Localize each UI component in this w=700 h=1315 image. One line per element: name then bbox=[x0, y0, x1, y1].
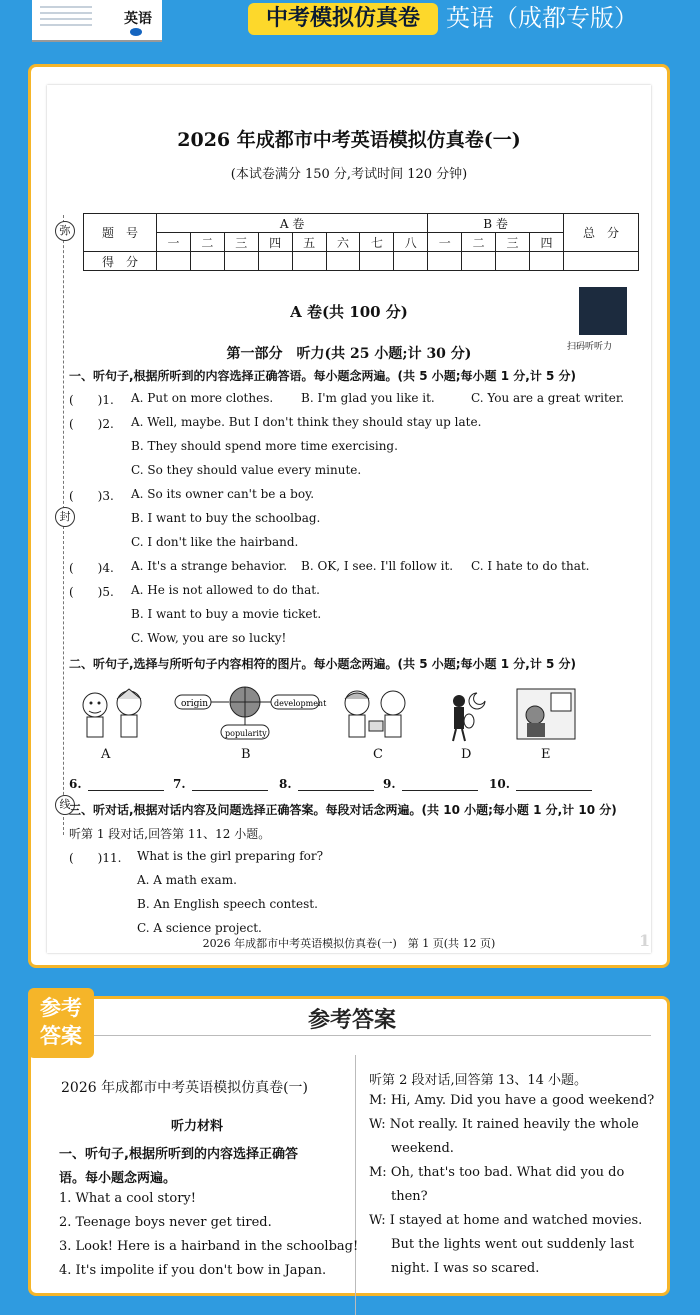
picture-label: C bbox=[373, 747, 383, 762]
a-col: 六 bbox=[326, 233, 360, 252]
question-number: ( )3. bbox=[69, 489, 114, 503]
transcript-line: W: I stayed at home and watched movies. bbox=[369, 1213, 643, 1228]
picture-b-word: popularity bbox=[225, 729, 267, 738]
a-col: 三 bbox=[224, 233, 258, 252]
question-number: ( )1. bbox=[69, 393, 114, 407]
part1-heading: 第一部分 听力(共 25 小题;计 30 分) bbox=[226, 346, 472, 362]
transcript-line: then? bbox=[391, 1189, 428, 1204]
column-divider bbox=[355, 1055, 356, 1315]
seal-mark: 线 bbox=[55, 795, 75, 815]
answer-key-frame bbox=[28, 996, 670, 1296]
question-number: ( )2. bbox=[69, 417, 114, 431]
option: A. A math exam. bbox=[137, 873, 237, 887]
picture-label: D bbox=[461, 747, 472, 762]
a-col: 七 bbox=[360, 233, 394, 252]
picture-b-word: development bbox=[274, 699, 327, 708]
b-col: 二 bbox=[462, 233, 496, 252]
score-cell bbox=[394, 252, 428, 271]
transcript-item: 4. It's impolite if you don't bow in Japan. bbox=[59, 1263, 327, 1278]
group-b-header: B 卷 bbox=[428, 214, 564, 233]
transcript-item: 3. Look! Here is a hairband in the schoolbag! bbox=[59, 1239, 359, 1254]
group-a-header: A 卷 bbox=[157, 214, 428, 233]
qr-code-icon[interactable] bbox=[579, 287, 627, 335]
score-cell bbox=[496, 252, 530, 271]
picture-label: B bbox=[241, 747, 251, 762]
edition-label: 英语（成都专版） bbox=[446, 4, 638, 32]
option: B. I want to buy the schoolbag. bbox=[131, 511, 321, 525]
score-cell bbox=[462, 252, 496, 271]
picture-label: E bbox=[541, 747, 551, 762]
answer-blank[interactable]: 9. bbox=[383, 777, 478, 791]
score-cell bbox=[292, 252, 326, 271]
page-footer: 2026 年成都市中考英语模拟仿真卷(一) 第 1 页(共 12 页) bbox=[202, 937, 496, 950]
option: C. So they should value every minute. bbox=[131, 463, 362, 477]
score-cell bbox=[428, 252, 462, 271]
transcript-line: W: Not really. It rained heavily the whole bbox=[369, 1117, 639, 1132]
option: B. OK, I see. I'll follow it. bbox=[301, 559, 454, 573]
option: A. Put on more clothes. bbox=[131, 391, 274, 405]
tag-line: 参考 bbox=[40, 996, 82, 1020]
answer-blank[interactable]: 7. bbox=[173, 777, 268, 791]
exam-page-frame bbox=[28, 64, 670, 968]
score-cell bbox=[157, 252, 191, 271]
transcript-line: M: Oh, that's too bad. What did you do bbox=[369, 1165, 625, 1180]
score-table bbox=[83, 213, 639, 271]
option: A. It's a strange behavior. bbox=[131, 559, 288, 573]
publisher-logo-icon bbox=[130, 28, 142, 36]
top-banner bbox=[0, 0, 700, 44]
option: A. He is not allowed to do that. bbox=[131, 583, 320, 597]
picture-d-night-guitar-icon bbox=[443, 687, 491, 743]
question-number: ( )5. bbox=[69, 585, 114, 599]
b-col: 三 bbox=[496, 233, 530, 252]
answer-exam-title: 2026 年成都市中考英语模拟仿真卷(一) bbox=[61, 1080, 309, 1096]
option: B. I'm glad you like it. bbox=[301, 391, 435, 405]
b-col: 四 bbox=[529, 233, 563, 252]
picture-label: A bbox=[101, 747, 111, 762]
option: C. Wow, you are so lucky! bbox=[131, 631, 287, 645]
option: B. They should spend more time exercising. bbox=[131, 439, 398, 453]
part-a-heading: A 卷(共 100 分) bbox=[290, 303, 408, 321]
section-heading: 三、听对话,根据对话内容及问题选择正确答案。每段对话念两遍。(共 10 小题;每小题 1 分,计 10 分) bbox=[69, 803, 617, 817]
seal-mark: 弥 bbox=[55, 221, 75, 241]
question-number: ( )4. bbox=[69, 561, 114, 575]
answer-section-heading: 语。每小题念两遍。 bbox=[59, 1171, 177, 1186]
transcript-line: But the lights went out suddenly last bbox=[391, 1237, 635, 1252]
section-subheading: 听第 1 段对话,回答第 11、12 小题。 bbox=[69, 827, 271, 841]
b-col: 一 bbox=[428, 233, 462, 252]
score-cell bbox=[258, 252, 292, 271]
transcript-line: 听第 2 段对话,回答第 13、14 小题。 bbox=[369, 1073, 588, 1088]
transcript-item: 1. What a cool story! bbox=[59, 1191, 196, 1206]
book-subject: 英语 bbox=[124, 11, 152, 27]
section-heading: 一、听句子,根据所听到的内容选择正确答语。每小题念两遍。(共 5 小题;每小题 1 分,计 5 分) bbox=[69, 369, 577, 383]
picture-b-word: origin bbox=[181, 699, 209, 709]
score-cell bbox=[564, 252, 639, 271]
seal-mark: 封 bbox=[55, 507, 75, 527]
total-header: 总 分 bbox=[564, 214, 639, 252]
option: C. A science project. bbox=[137, 921, 262, 935]
tag-line: 答案 bbox=[40, 1024, 82, 1048]
option: C. I don't like the hairband. bbox=[131, 535, 299, 549]
answer-section-heading: 一、听句子,根据所听到的内容选择正确答 bbox=[59, 1147, 298, 1162]
question-number: ( )11. bbox=[69, 851, 122, 865]
answer-blank[interactable]: 10. bbox=[489, 777, 592, 791]
option: A. Well, maybe. But I don't think they should stay up late. bbox=[131, 415, 482, 429]
score-cell bbox=[224, 252, 258, 271]
listening-material-heading: 听力材料 bbox=[171, 1119, 224, 1134]
picture-a-two-kids-icon bbox=[77, 687, 149, 743]
picture-c-two-boys-icon bbox=[341, 687, 413, 743]
reference-answer-tag bbox=[28, 988, 94, 1058]
page-number: 1 bbox=[639, 931, 651, 950]
row-label-score: 得 分 bbox=[84, 252, 157, 271]
score-cell bbox=[326, 252, 360, 271]
answer-blank[interactable]: 8. bbox=[279, 777, 374, 791]
option: A. So its owner can't be a boy. bbox=[131, 487, 315, 501]
option: B. I want to buy a movie ticket. bbox=[131, 607, 322, 621]
score-cell bbox=[529, 252, 563, 271]
option: B. An English speech contest. bbox=[137, 897, 318, 911]
question-stem: What is the girl preparing for? bbox=[137, 849, 324, 863]
score-cell bbox=[190, 252, 224, 271]
option: C. I hate to do that. bbox=[471, 559, 590, 573]
series-badge: 中考模拟仿真卷 bbox=[248, 3, 438, 35]
a-col: 二 bbox=[190, 233, 224, 252]
row-label-question: 题 号 bbox=[84, 214, 157, 252]
section-heading: 二、听句子,选择与所听句子内容相符的图片。每小题念两遍。(共 5 小题;每小题 1 分,计 5 分) bbox=[69, 657, 577, 671]
transcript-line: night. I was so scared. bbox=[391, 1261, 540, 1276]
transcript-item: 2. Teenage boys never get tired. bbox=[59, 1215, 272, 1230]
exam-title: 2026 年成都市中考英语模拟仿真卷(一) bbox=[177, 129, 521, 151]
transcript-line: weekend. bbox=[391, 1141, 454, 1156]
divider bbox=[91, 1035, 651, 1036]
a-col: 五 bbox=[292, 233, 326, 252]
a-col: 四 bbox=[258, 233, 292, 252]
picture-b-basketball-diagram-icon bbox=[173, 687, 327, 743]
answer-key-title: 参考答案 bbox=[307, 1007, 396, 1033]
transcript-line: M: Hi, Amy. Did you have a good weekend? bbox=[369, 1093, 655, 1108]
exam-paper bbox=[47, 85, 651, 953]
book-cover-thumbnail bbox=[32, 0, 162, 42]
picture-e-cartoon-scene-icon bbox=[515, 687, 577, 743]
a-col: 八 bbox=[394, 233, 428, 252]
option: C. You are a great writer. bbox=[471, 391, 625, 405]
qr-caption: 扫码听听力 bbox=[567, 342, 613, 352]
exam-note: (本试卷满分 150 分,考试时间 120 分钟) bbox=[230, 167, 468, 182]
a-col: 一 bbox=[157, 233, 191, 252]
answer-blank[interactable]: 6. bbox=[69, 777, 164, 791]
score-cell bbox=[360, 252, 394, 271]
